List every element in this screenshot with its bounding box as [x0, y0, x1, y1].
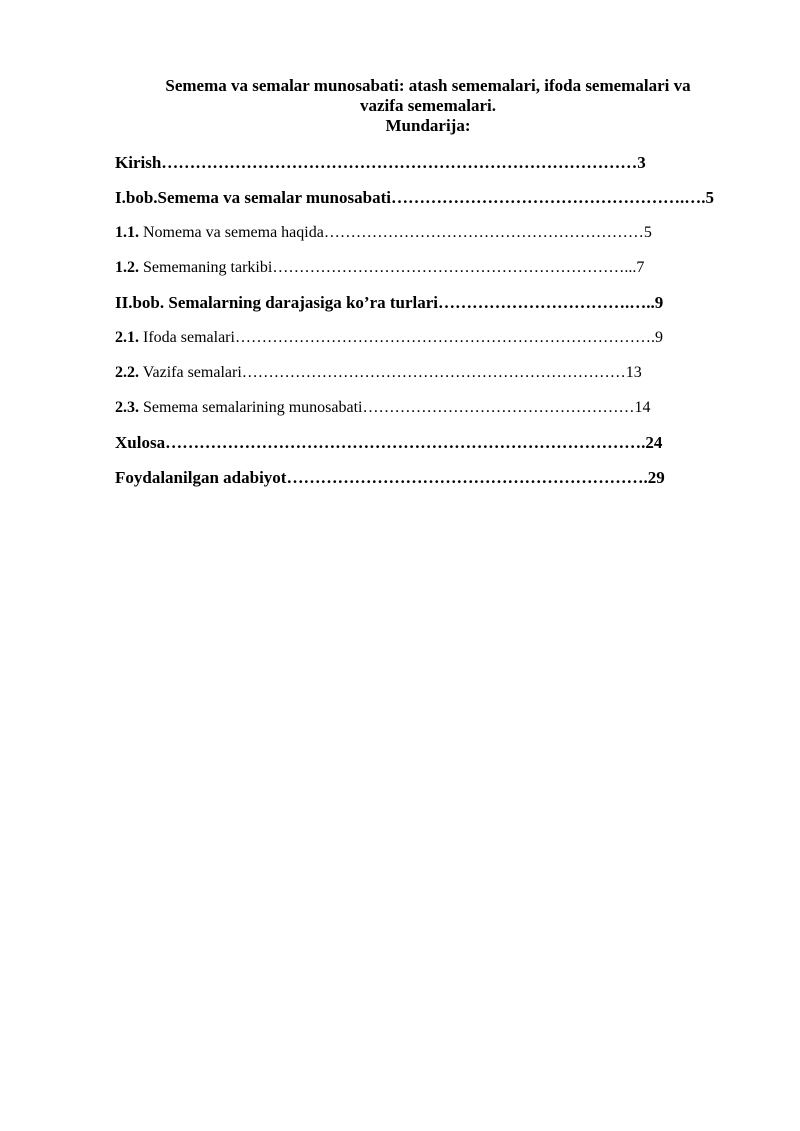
- toc-entry-number: 1.1.: [115, 224, 139, 241]
- toc-heading: Mundarija:: [385, 116, 471, 135]
- toc-entry-label: Sememaning tarkibi: [139, 259, 273, 276]
- toc-entry-chapter-2[interactable]: [115, 290, 745, 325]
- toc-entry-leader: ………………………………………………………………………….: [165, 433, 646, 452]
- toc-entry-label: Vazifa semalari: [139, 364, 242, 381]
- toc-entry-section-2-1[interactable]: [115, 325, 745, 360]
- toc-entry-section-2-2[interactable]: [115, 360, 745, 395]
- toc-entry-leader: …………………………….…..: [438, 293, 655, 312]
- toc-entry-page: 3: [637, 153, 646, 172]
- toc-entry-label: II.bob. Semalarning darajasiga ko’ra turlari: [115, 293, 439, 312]
- toc-entry-page: 24: [645, 433, 663, 452]
- toc-entry-number: 1.2.: [115, 259, 139, 276]
- toc-entry-leader: ……………………………………………: [362, 399, 635, 416]
- toc-entry-kirish[interactable]: [115, 150, 745, 185]
- toc-entry-page: 29: [647, 468, 665, 487]
- toc-entry-page: 5: [705, 188, 714, 207]
- toc-entry-page: 9: [654, 293, 664, 312]
- toc-entry-label: Nomema va semema haqida: [139, 224, 324, 241]
- document-title: [115, 76, 741, 136]
- toc-entry-chapter-1[interactable]: [115, 185, 745, 220]
- toc-entry-label: Semema semalarining munosabati: [139, 399, 363, 416]
- toc-entry-leader: …………………………………………………………………………: [161, 153, 638, 172]
- toc-entry-label: Xulosa: [115, 433, 166, 452]
- toc-entry-leader: …………………………………………………………………….: [234, 329, 655, 346]
- toc-entry-page: 5: [643, 224, 652, 241]
- table-of-contents: [115, 150, 745, 500]
- toc-entry-leader: ………………………………………………………………: [241, 364, 626, 381]
- toc-entry-page: 7: [636, 259, 645, 276]
- toc-entry-leader: …………………………………………………………...: [272, 259, 637, 276]
- toc-entry-number: 2.1.: [115, 329, 139, 346]
- toc-entry-leader: …………………………………………….….: [390, 188, 706, 207]
- toc-entry-adabiyot[interactable]: [115, 465, 745, 500]
- toc-entry-section-1-1[interactable]: [115, 220, 745, 255]
- title-line-2: vazifa sememalari.: [360, 96, 496, 115]
- toc-entry-section-2-3[interactable]: [115, 395, 745, 430]
- toc-entry-number: 2.3.: [115, 399, 139, 416]
- toc-entry-page: 14: [634, 399, 651, 416]
- toc-entry-number: 2.2.: [115, 364, 139, 381]
- toc-entry-label: Kirish: [115, 153, 162, 172]
- toc-entry-label: I.bob.Semema va semalar munosabati: [115, 188, 391, 207]
- toc-entry-label: Foydalanilgan adabiyot: [115, 468, 287, 487]
- toc-entry-xulosa[interactable]: [115, 430, 745, 465]
- toc-entry-page: 9: [654, 329, 663, 346]
- title-line-1: Semema va semalar munosabati: atash sememalari, ifoda sememalari va: [165, 76, 691, 95]
- toc-entry-page: 13: [625, 364, 642, 381]
- toc-entry-label: Ifoda semalari: [139, 329, 235, 346]
- toc-entry-leader: ……………………………………………………….: [286, 468, 648, 487]
- toc-entry-leader: ……………………………………………………: [323, 224, 644, 241]
- toc-entry-section-1-2[interactable]: [115, 255, 745, 290]
